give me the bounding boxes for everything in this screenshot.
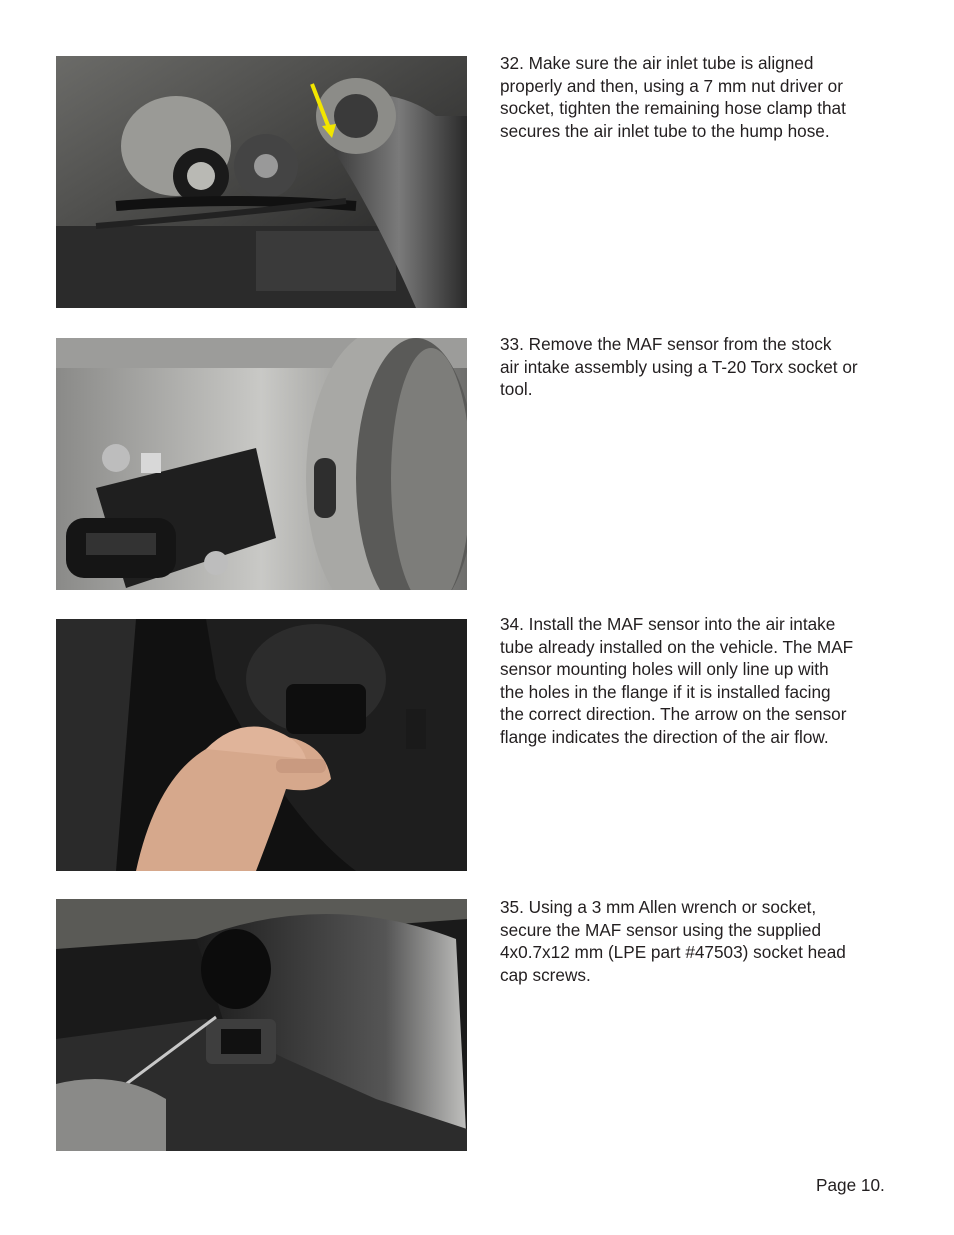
photo-hand-installing-maf-sensor bbox=[56, 619, 467, 871]
hand-installing-illustration bbox=[56, 619, 467, 871]
photo-maf-sensor-on-stock-intake bbox=[56, 338, 467, 590]
step-32-text: 32. Make sure the air inlet tube is aligned properly and then, using a 7 mm nut driver or socket, tighten the remaining hose clamp that secures the air inlet tube to the hump hose. bbox=[500, 53, 846, 141]
allen-wrench-illustration bbox=[56, 899, 467, 1151]
page-number: Page 10. bbox=[816, 1175, 885, 1195]
maf-sensor-illustration bbox=[56, 338, 467, 590]
step-35-text: 35. Using a 3 mm Allen wrench or socket, secure the MAF sensor using the supplied 4x0.7x12 mm (LPE part #47503) socket head cap screws. bbox=[500, 897, 846, 985]
photo-engine-bay-hose-clamp bbox=[56, 56, 467, 308]
step-34-text: 34. Install the MAF sensor into the air intake tube already installed on the vehicle. The MAF sensor mounting holes will only line up with the holes in the flange if it is installed facing the correct direction. The arrow on the sensor flange indicates the direction of the air flow. bbox=[500, 614, 854, 747]
photo-allen-wrench-securing-maf-sensor bbox=[56, 899, 467, 1151]
step-33-text: 33. Remove the MAF sensor from the stock air intake assembly using a T-20 Torx socket or tool. bbox=[500, 334, 858, 400]
engine-bay-illustration bbox=[56, 56, 467, 308]
